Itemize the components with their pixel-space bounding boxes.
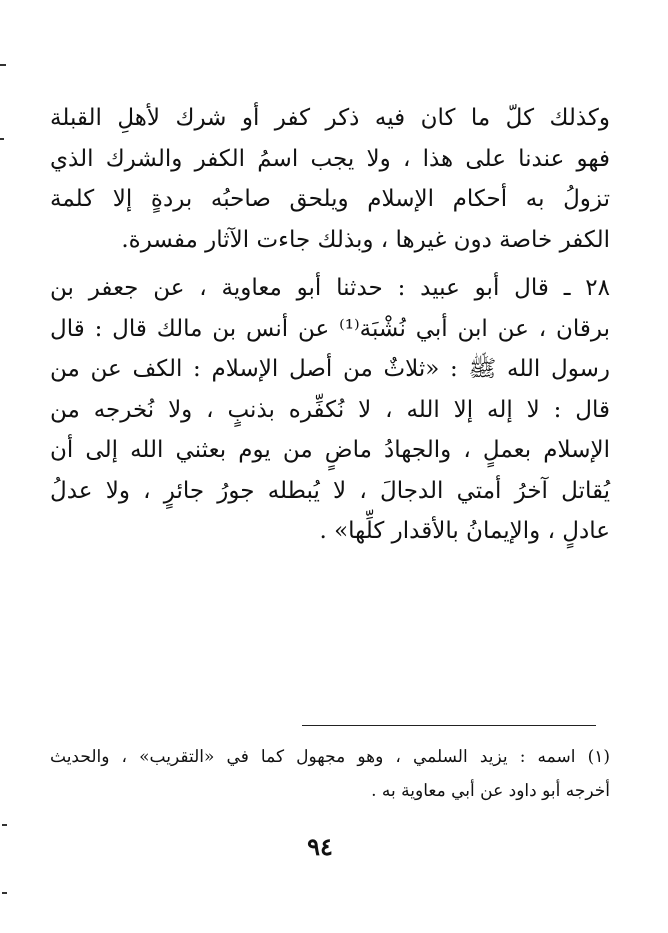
paragraph-gap	[50, 260, 610, 268]
page-number: ٩٤	[307, 832, 333, 861]
main-text	[50, 98, 610, 552]
scan-edge-mark-middle	[0, 138, 4, 140]
text-line: فهو عندنا على هذا ، ولا يجب اسمُ الكفر والشرك الذي	[50, 145, 610, 172]
scan-edge-mark-lower	[2, 824, 7, 826]
text-line: برقان ، عن ابن أبي نُشْبَة⁽¹⁾ عن أنس بن مالك قال : قال	[50, 315, 610, 342]
text-line: يُقاتل آخرُ أمتي الدجالَ ، لا يُبطله جورُ جائرٍ ، ولا عدلُ	[50, 477, 610, 504]
text-line: رسول الله ﷺ : «ثلاثٌ من أصل الإسلام : الكف عن من	[50, 356, 610, 382]
footnote-line: (١) اسمه : يزيد السلمي ، وهو مجهول كما في «التقريب» ، والحديث	[50, 747, 610, 767]
text-line: الكفر خاصة دون غيرها ، وبذلك جاءت الآثار مفسرة.	[121, 226, 610, 253]
text-line: قال : لا إله إلا الله ، لا نُكفِّره بذنبٍ ، ولا نُخرجه من	[50, 396, 610, 423]
footnote-line: أخرجه أبو داود عن أبي معاوية به .	[371, 781, 610, 801]
text-line: عادلٍ ، والإيمانُ بالأقدار كلِّها» .	[319, 518, 610, 544]
text-line: الإسلام بعملٍ ، والجهادُ ماضٍ من يوم بعثني الله إلى أن	[50, 437, 610, 463]
text-line: تزولُ به أحكام الإسلام ويلحق صاحبُه بردةٍ إلا كلمة	[50, 186, 610, 212]
scan-edge-mark-top	[0, 64, 6, 66]
footnote-separator	[302, 725, 596, 726]
text-line: ٢٨ ـ قال أبو عبيد : حدثنا أبو معاوية ، عن جعفر بن	[50, 275, 610, 301]
footnotes	[50, 740, 610, 808]
scan-edge-mark-bottom	[2, 892, 7, 894]
text-line: وكذلك كلّ ما كان فيه ذكر كفر أو شرك لأهلِ القبلة	[50, 105, 610, 131]
